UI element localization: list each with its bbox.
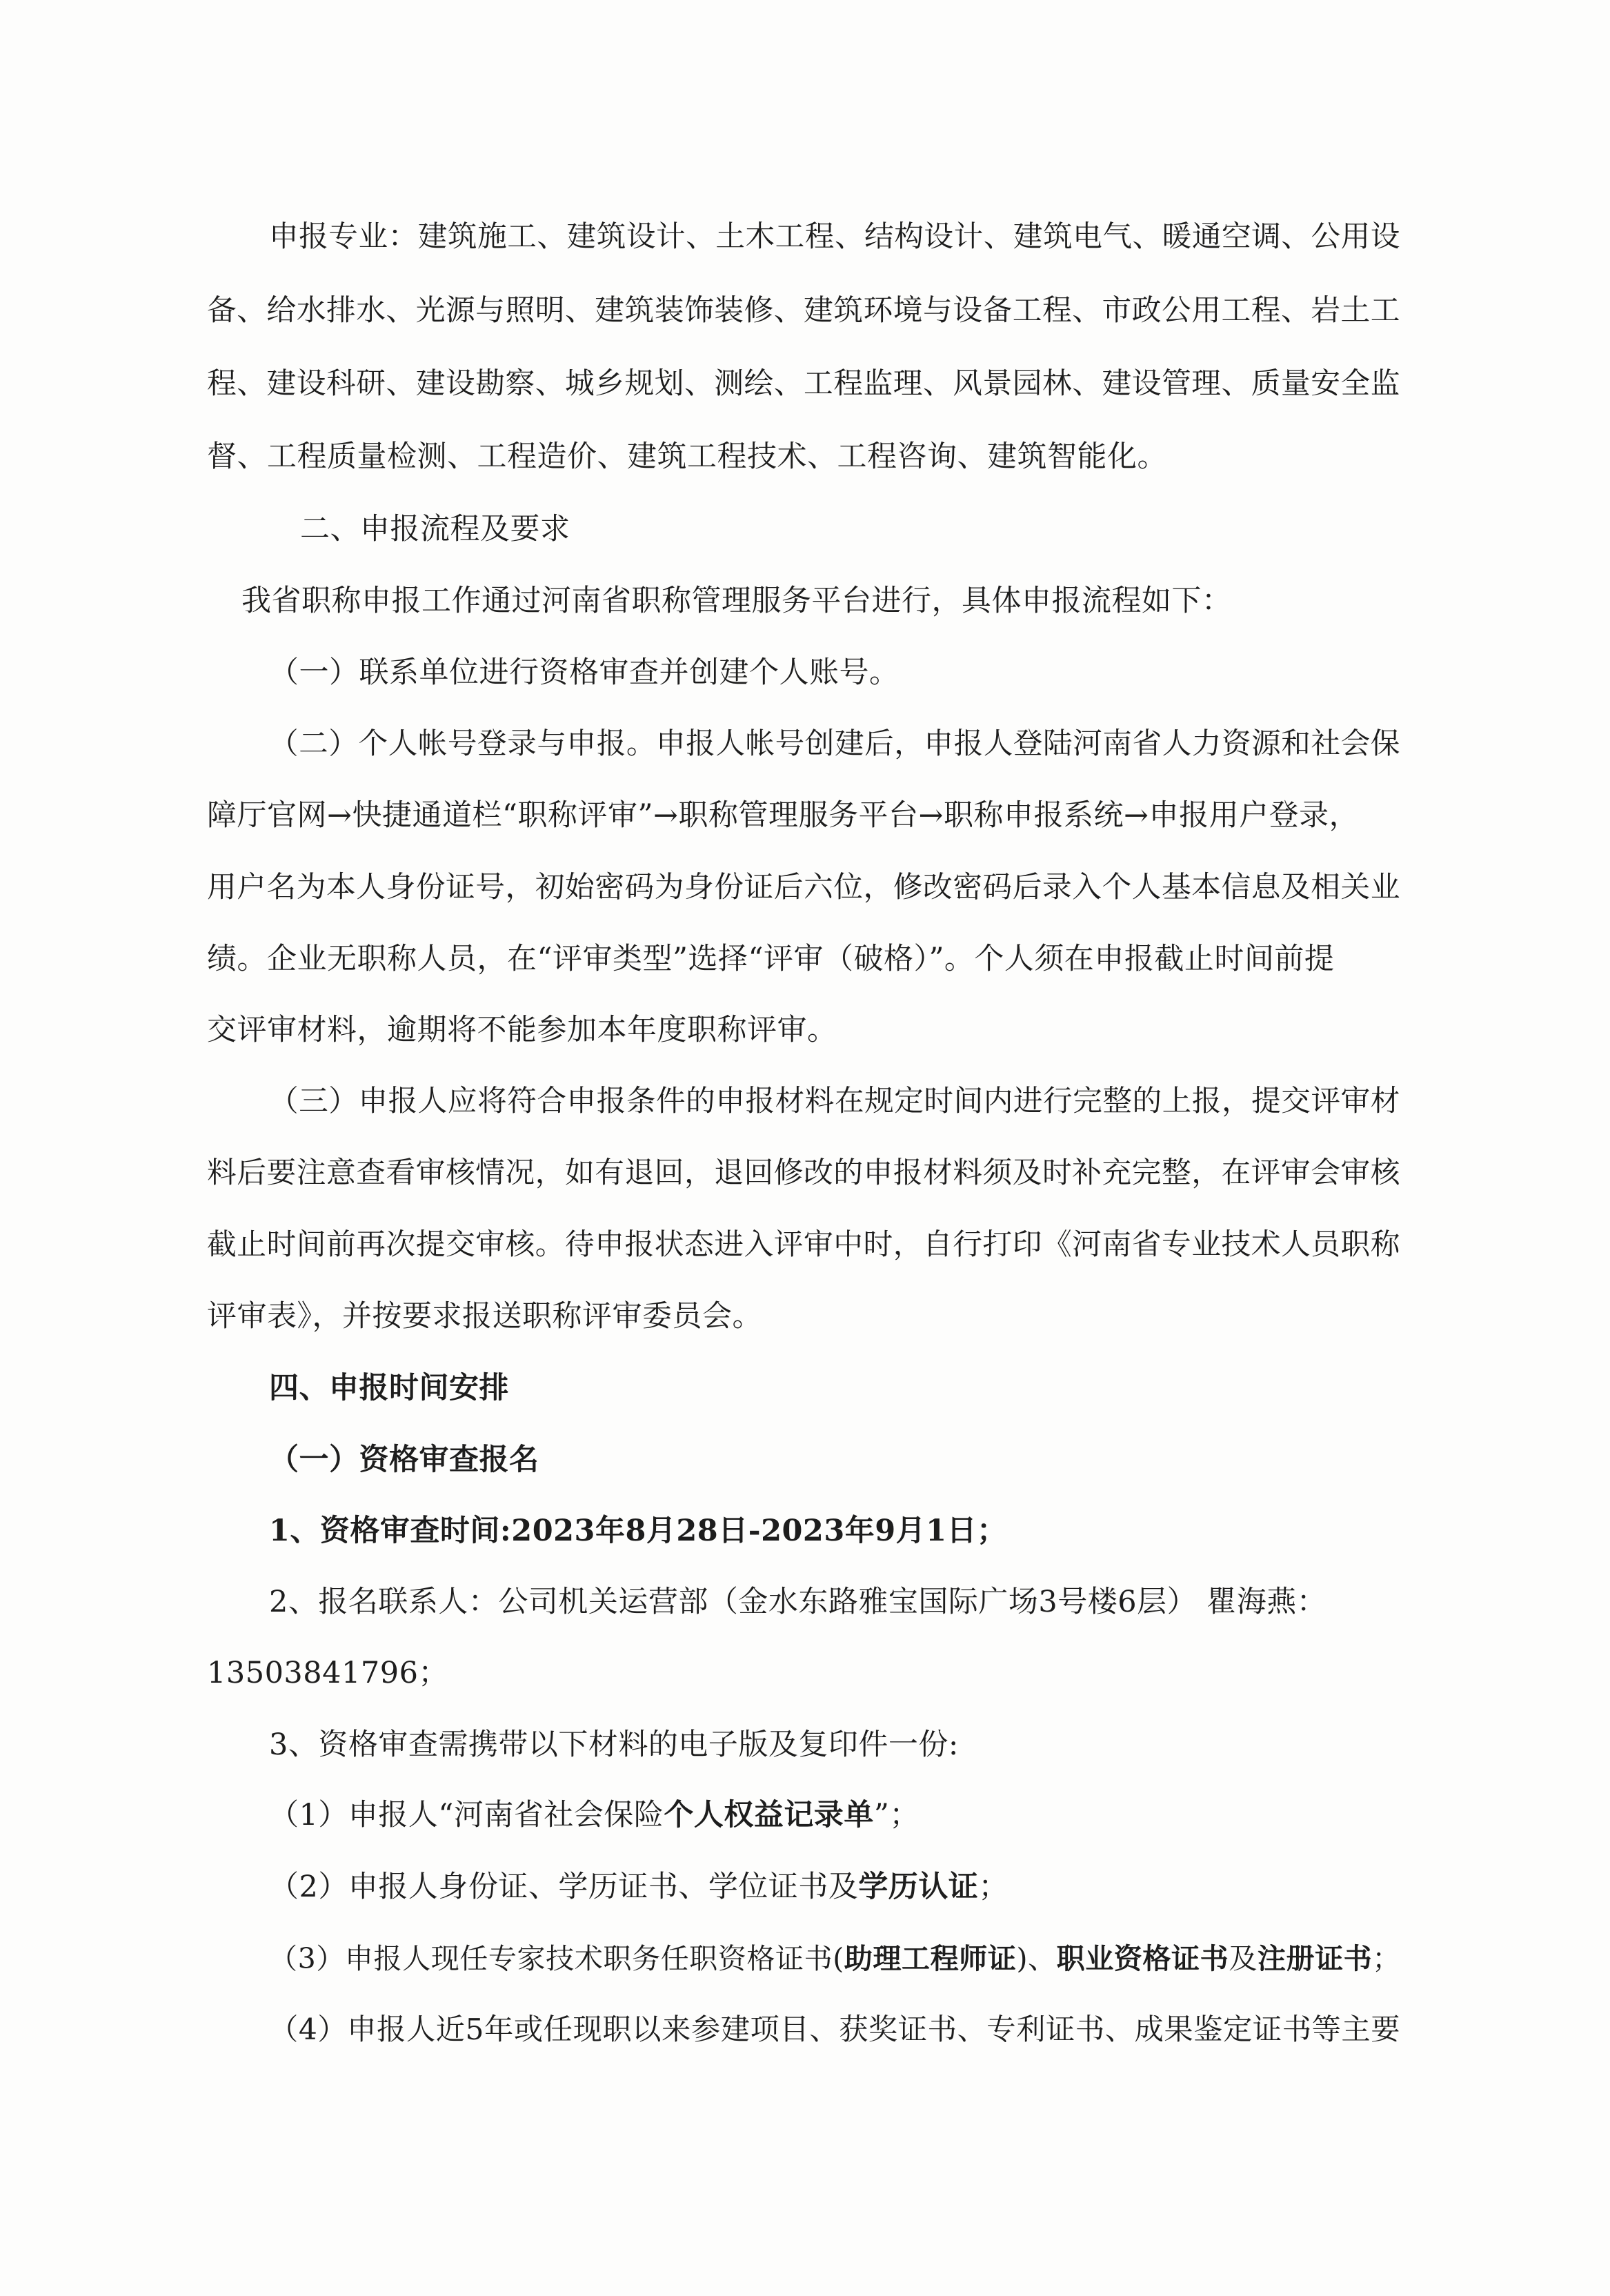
process-intro: 我省职称申报工作通过河南省职称管理服务平台进行，具体申报流程如下：: [241, 584, 1232, 618]
material-3-emphasis-3: 注册证书: [1257, 1941, 1373, 1975]
step-3-line-4: 评审表》，并按要求报送职称评审委员会。: [207, 1299, 762, 1334]
material-3-separator-2: 及: [1229, 1942, 1258, 1975]
material-1-end: ”；: [873, 1798, 920, 1832]
step-3-line-1: （三）申报人应将符合申报条件的申报材料在规定时间内进行完整的上报，提交评审材: [269, 1084, 1400, 1118]
material-1-text: （1）申报人“河南省社会保险: [269, 1798, 664, 1832]
material-3-emphasis-2: 职业资格证书: [1056, 1941, 1229, 1975]
material-3-emphasis-1: 助理工程师证: [844, 1941, 1017, 1975]
section-heading-4: 四、申报时间安排: [269, 1371, 509, 1405]
subsection-qualification: （一）资格审查报名: [269, 1443, 539, 1477]
step-2-line-3: 用户名为本人身份证号，初始密码为身份证后六位，修改密码后录入个人基本信息及相关业: [207, 870, 1400, 904]
material-3-text: （3）申报人现任专家技术职务任职资格证书(: [269, 1942, 844, 1975]
specialty-line-1: 申报专业：建筑施工、建筑设计、土木工程、结构设计、建筑电气、暖通空调、公用设: [269, 219, 1400, 254]
step-3-line-2: 料后要注意查看审核情况，如有退回，退回修改的申报材料须及时补充完整，在评审会审核: [207, 1156, 1400, 1190]
step-2-line-5: 交评审材料，逾期将不能参加本年度职称评审。: [207, 1013, 837, 1047]
step-2-line-4: 绩。企业无职称人员，在“评审类型”选择“评审（破格）”。个人须在申报截止时间前提: [207, 942, 1335, 976]
step-3-line-3: 截止时间前再次提交审核。待申报状态进入评审中时，自行打印《河南省专业技术人员职称: [207, 1227, 1400, 1262]
specialty-line-3: 程、建设科研、建设勘察、城乡规划、测绘、工程监理、风景园林、建设管理、质量安全监: [207, 366, 1400, 401]
contact-phone: 13503841796；: [207, 1656, 448, 1690]
review-time: 1、资格审查时间:2023年8月28日-2023年9月1日；: [269, 1514, 1007, 1548]
material-2: [269, 1866, 1008, 1908]
material-3-end: ；: [1372, 1942, 1401, 1975]
material-2-emphasis: 学历认证: [858, 1870, 979, 1904]
material-3-separator-1: )、: [1016, 1942, 1057, 1975]
material-1: [269, 1794, 920, 1836]
material-3: [269, 1938, 1401, 1979]
material-2-text: （2）申报人身份证、学历证书、学位证书及: [269, 1870, 859, 1904]
step-1: （一）联系单位进行资格审查并创建个人账号。: [269, 655, 900, 690]
specialty-line-2: 备、给水排水、光源与照明、建筑装饰装修、建筑环境与设备工程、市政公用工程、岩土工: [207, 293, 1400, 328]
specialty-line-4: 督、工程质量检测、工程造价、建筑工程技术、工程咨询、建筑智能化。: [207, 439, 1167, 474]
material-2-end: ；: [978, 1870, 1008, 1904]
step-2-line-2: 障厅官网→快捷通道栏“职称评审”→职称管理服务平台→职称申报系统→申报用户登录，: [207, 798, 1360, 833]
material-4: （4）申报人近5年或任现职以来参建项目、获奖证书、专利证书、成果鉴定证书等主要: [269, 2012, 1401, 2046]
material-1-emphasis: 个人权益记录单: [664, 1798, 874, 1832]
materials-intro: 3、资格审查需携带以下材料的电子版及复印件一份:: [269, 1728, 959, 1762]
step-2-line-1: （二）个人帐号登录与申报。申报人帐号创建后，申报人登陆河南省人力资源和社会保: [269, 726, 1400, 761]
contact-line-1: 2、报名联系人：公司机关运营部（金水东路雅宝国际广场3号楼6层） 瞿海燕：: [269, 1585, 1327, 1619]
section-heading-2: 二、申报流程及要求: [300, 512, 570, 546]
